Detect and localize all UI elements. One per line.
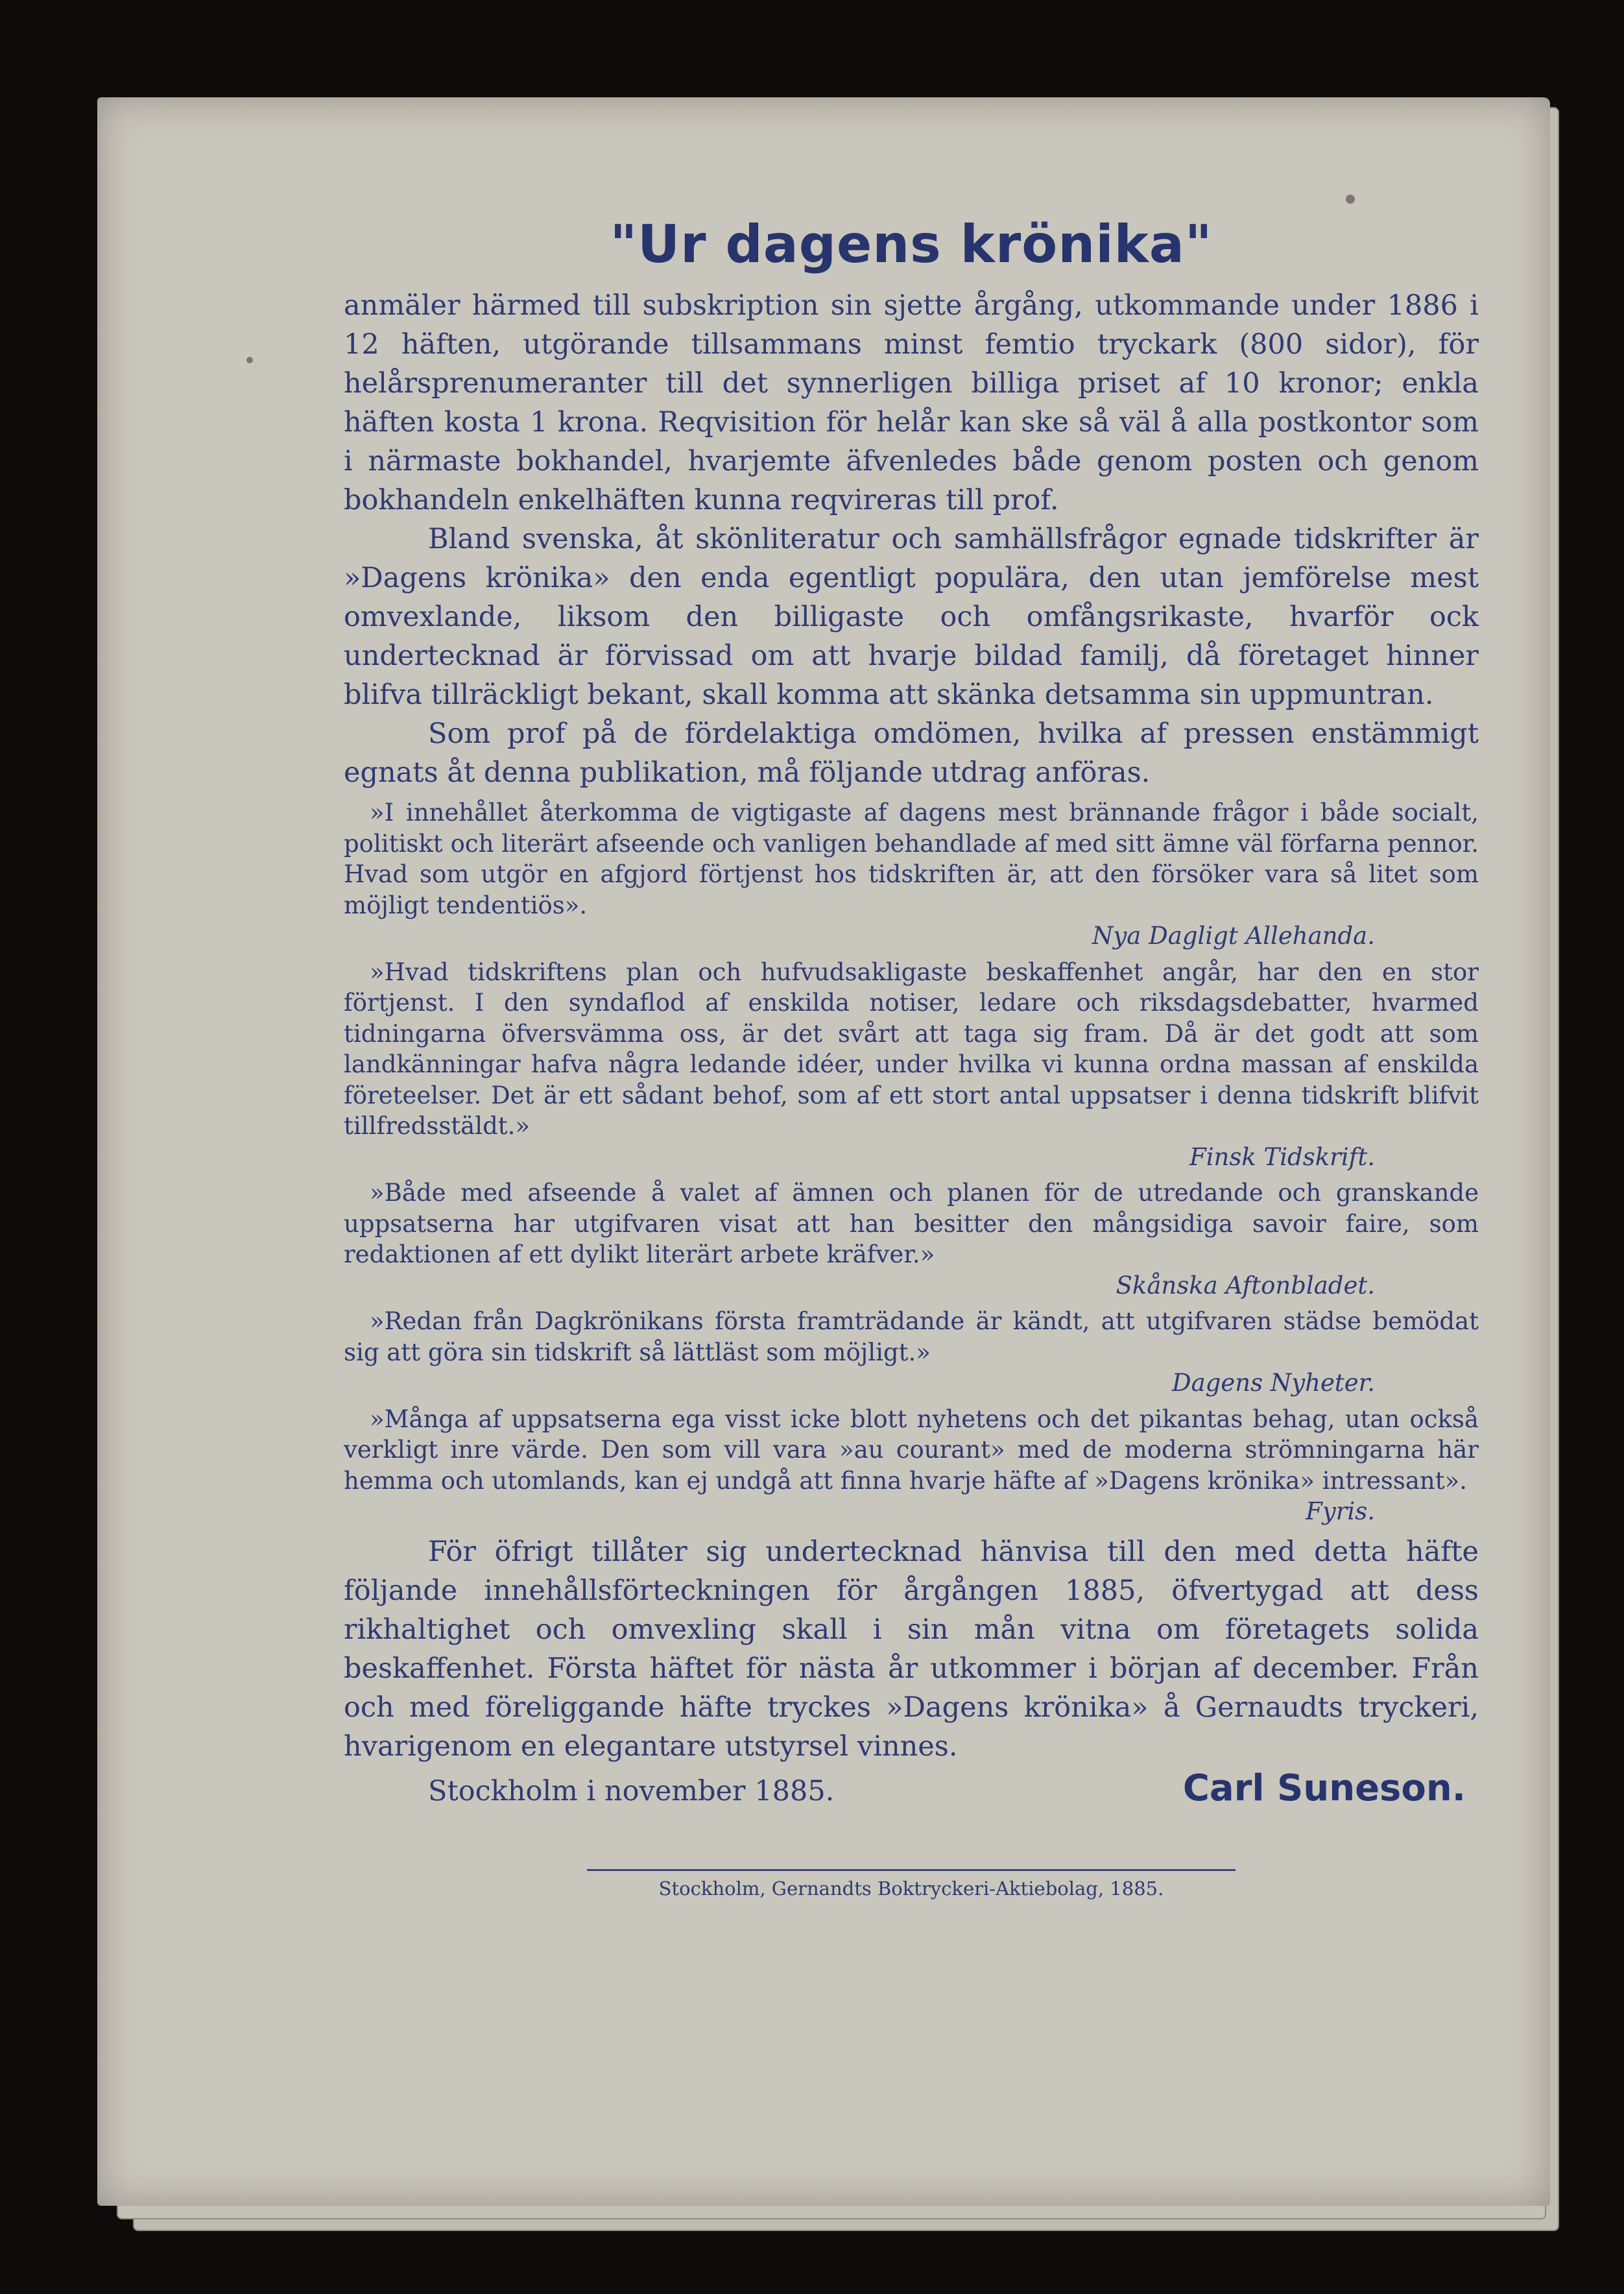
document-body — [344, 214, 1479, 1900]
signature: Carl Suneson. — [1182, 1767, 1466, 1809]
signature-line — [344, 1767, 1479, 1811]
ink-smudge — [246, 357, 253, 363]
printer-imprint: Stockholm, Gernandts Boktryckeri-Aktiebolag, 1885. — [658, 1877, 1164, 1900]
document-page — [97, 97, 1550, 2206]
ink-smudge — [1346, 195, 1355, 204]
quote-source: Dagens Nyheter. — [1171, 1369, 1375, 1397]
paragraph-description: Bland svenska, åt skönliteratur och samhällsfrågor egnade tidskrifter är »Dagens krönika» den enda egentligt populära, den utan jemförelse mest omvexlande, liksom den billigaste och omfångsrikaste, hvarför ock undertecknad är förvissad om att hvarje bildad familj, då företaget hinner blifva tillräckligt bekant, skall komma att skänka detsamma sin uppmuntran. — [344, 523, 1479, 711]
quote-text: »Redan från Dagkrönikans första framträdande är kändt, att utgifvaren städse bemödat sig att göra sin tidskrift så lättläst som möjligt.» — [344, 1307, 1479, 1366]
place-date: Stockholm i november 1885. — [428, 1774, 835, 1807]
paragraph-subscription: anmäler härmed till subskription sin sjette årgång, utkommande under 1886 i 12 häften, utgörande tillsammans minst femtio tryckark (800 sidor), för helårsprenumeranter till det synnerligen billiga priset af 10 kronor; enkla häften kosta 1 krona. Reqvisition för helår kan ske så väl å alla postkontor som i närmaste bokhandel, hvarjemte äfvenledes både genom posten och genom bokhandeln enkelhäften kunna reqvireras till prof. — [344, 289, 1479, 516]
quote-text: »I innehållet återkomma de vigtigaste af dagens mest brännande frågor i både socialt, politiskt och literärt afseende och vanligen behandlade af med sitt ämne väl förfarna pennor. Hvad som utgör en afgjord förtjenst hos tidskriften är, att den försöker vara så litet som möjligt tendentiös». — [344, 799, 1479, 919]
quote-source: Finsk Tidskrift. — [1189, 1142, 1375, 1171]
document-title: "Ur dagens krönika" — [610, 214, 1213, 274]
quote-text: »Både med afseende å valet af ämnen och planen för de utredande och granskande uppsatserna har utgifvaren visat att han besitter den mångsidiga savoir faire, som redaktionen af ett dylikt literärt arbete kräfver.» — [344, 1179, 1479, 1268]
press-quotes — [344, 797, 1479, 1527]
paragraph-closing: För öfrigt tillåter sig undertecknad hänvisa till den med detta häfte följande innehållsförteckningen för årgången 1885, öfvertygad att dess rikhaltighet och omvexling skall i sin mån vitna om företagets solida beskaffenhet. Första häftet för nästa år utkommer i början af december. Från och med föreliggande häfte tryckes »Dagens krönika» å Gernaudts tryckeri, hvarigenom en elegantare utstyrsel vinnes. — [344, 1535, 1479, 1763]
quote-text: »Hvad tidskriftens plan och hufvudsakligaste beskaffenhet angår, har den en stor förtjenst. I den syndaflod af enskilda notiser, ledare och riksdagsdebatter, hvarmed tidningarna öfversvämma oss, är det svårt att taga sig fram. Då är det godt att som landkänningar hafva några ledande idéer, under hvilka vi kunna ordna massan af enskilda företeelser. Det är ett sådant behof, som af ett stort antal uppsatser i denna tidskrift blifvit tillfredsstäldt.» — [344, 958, 1479, 1140]
quote-source: Nya Dagligt Allehanda. — [1092, 922, 1375, 950]
quote-text: »Många af uppsatserna ega visst icke blott nyhetens och det pikantas behag, utan också verkligt inre värde. Den som vill vara »au courant» med de moderna strömningarna här hemma och utomlands, kan ej undgå att finna hvarje häfte af »Dagens krönika» intressant». — [344, 1405, 1479, 1495]
quote-source: Fyris. — [1306, 1497, 1375, 1525]
quote-source: Skånska Aftonbladet. — [1116, 1271, 1375, 1299]
paragraph-press-intro: Som prof på de fördelaktiga omdömen, hvilka af pressen enstämmigt egnats åt denna publikation, må följande utdrag anföras. — [344, 718, 1479, 789]
footer-rule — [587, 1869, 1236, 1871]
